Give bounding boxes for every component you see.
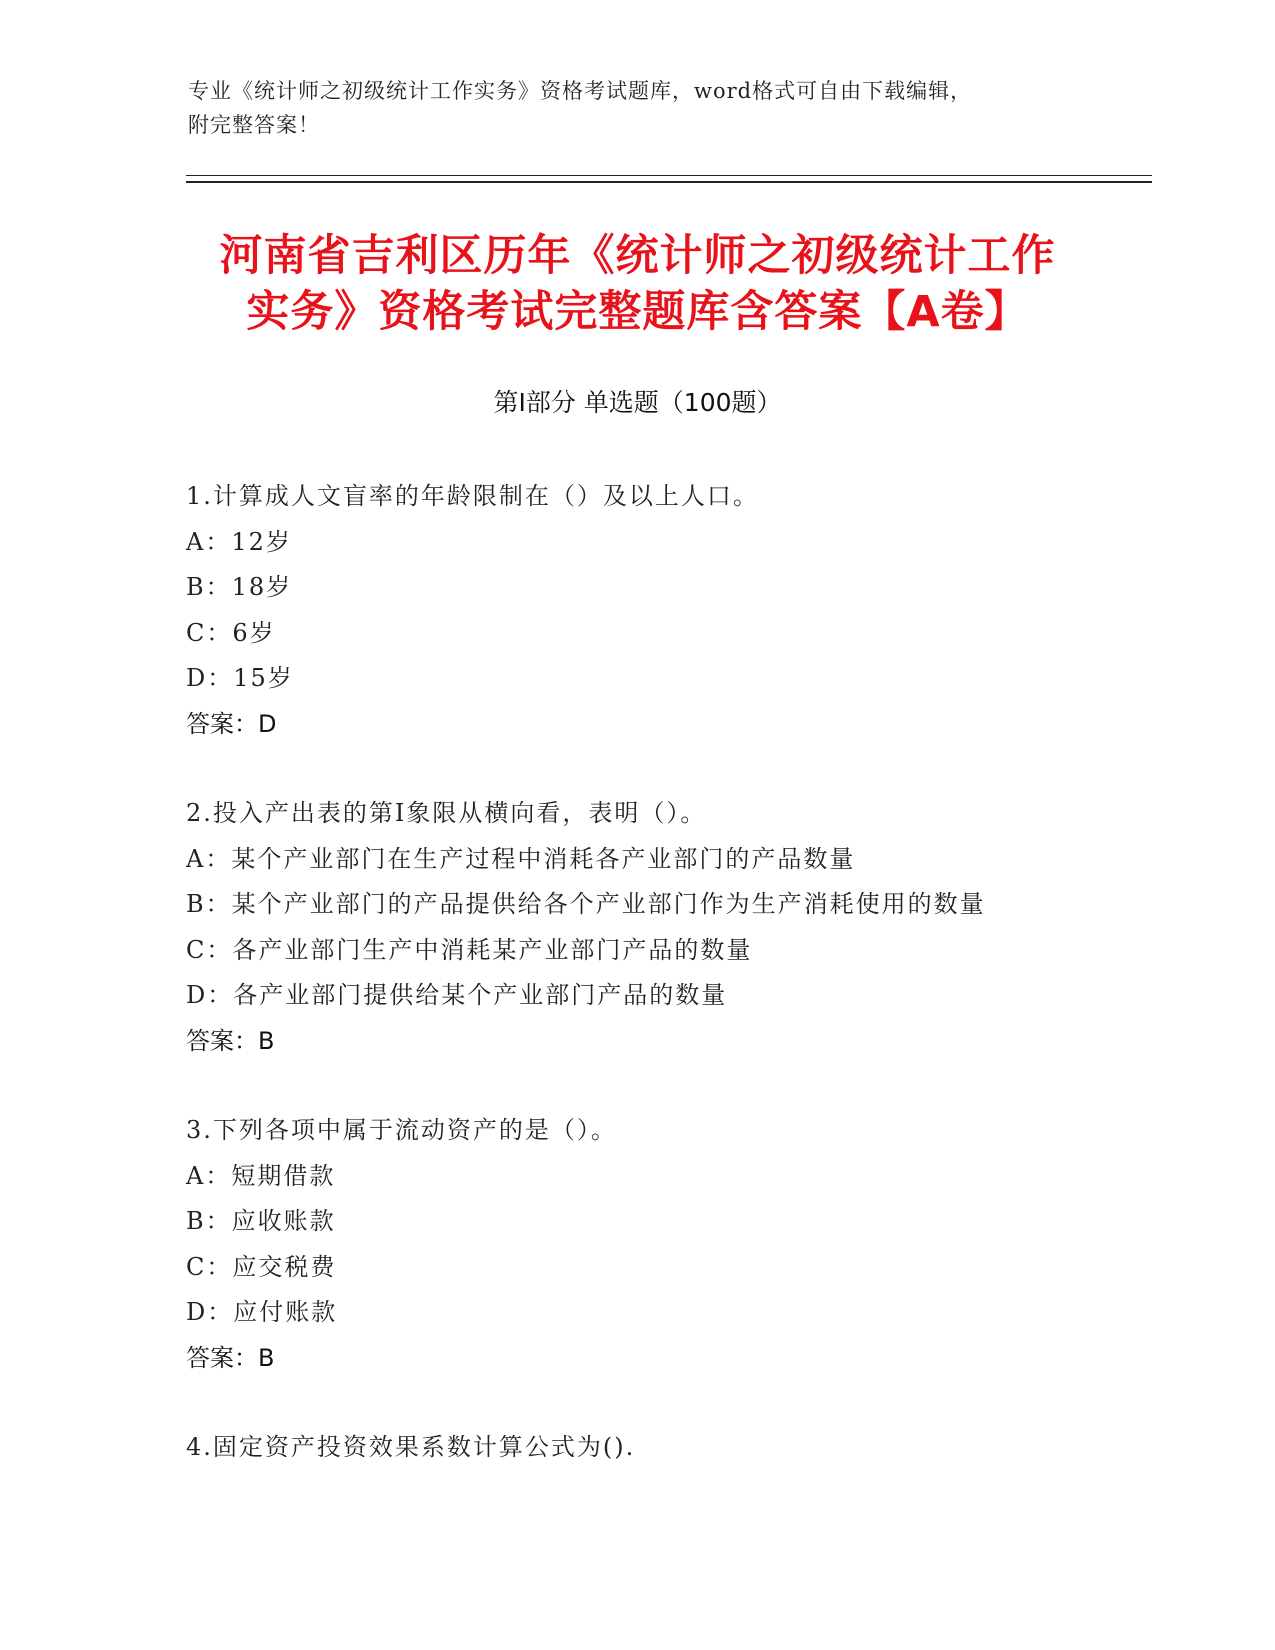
option-b: B：18岁 xyxy=(186,573,293,601)
section-heading: 第I部分 单选题（100题） xyxy=(493,388,782,417)
header-note xyxy=(188,74,1088,142)
header-note-line-2: 附完整答案！ xyxy=(188,113,320,137)
question-stem: 1.计算成人文盲率的年龄限制在（）及以上人口。 xyxy=(186,482,759,510)
option-c: C：应交税费 xyxy=(186,1252,337,1281)
header-divider-thin xyxy=(186,175,1152,176)
header-divider-thick xyxy=(186,181,1152,183)
option-b: B：某个产业部门的产品提供给各个产业部门作为生产消耗使用的数量 xyxy=(186,890,986,918)
question-stem: 4.固定资产投资效果系数计算公式为(). xyxy=(186,1433,636,1461)
header-note-line-1: 专业《统计师之初级统计工作实务》资格考试题库，word格式可自由下载编辑， xyxy=(188,79,973,103)
option-d: D：15岁 xyxy=(186,664,294,692)
question-1 xyxy=(186,474,1146,747)
question-4 xyxy=(186,1425,1146,1471)
question-stem: 2.投入产出表的第I象限从横向看，表明（）。 xyxy=(186,799,707,827)
document-title-line-1: 河南省吉利区历年《统计师之初级统计工作 xyxy=(219,231,1056,281)
question-3 xyxy=(186,1108,1146,1381)
question-stem: 3.下列各项中属于流动资产的是（）。 xyxy=(186,1116,617,1144)
option-a: A：某个产业部门在生产过程中消耗各产业部门的产品数量 xyxy=(186,844,856,873)
document-title xyxy=(150,228,1125,340)
option-c: C：6岁 xyxy=(186,618,276,647)
answer-line: 答案：D xyxy=(186,709,277,738)
answer-line: 答案：B xyxy=(186,1026,275,1055)
option-d: D：应付账款 xyxy=(186,1298,338,1326)
option-a: A：短期借款 xyxy=(186,1161,336,1190)
option-b: B：应收账款 xyxy=(186,1207,336,1235)
document-title-line-2: 实务》资格考试完整题库含答案【A卷】 xyxy=(246,287,1029,337)
option-c: C：各产业部门生产中消耗某产业部门产品的数量 xyxy=(186,935,753,964)
answer-line: 答案：B xyxy=(186,1343,275,1372)
question-2 xyxy=(186,791,1146,1064)
question-list xyxy=(186,474,1146,1515)
option-d: D：各产业部门提供给某个产业部门产品的数量 xyxy=(186,981,728,1009)
option-a: A：12岁 xyxy=(186,527,292,556)
